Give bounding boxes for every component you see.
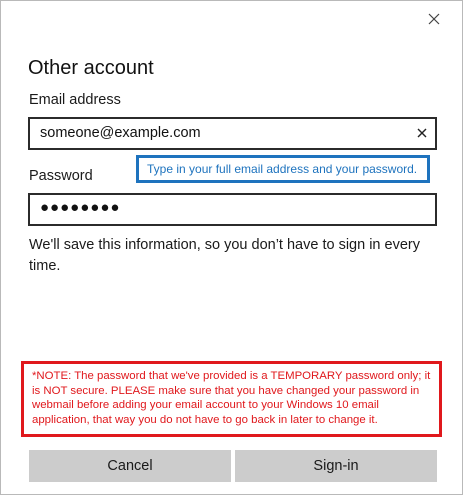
- sign-in-button[interactable]: Sign-in: [235, 450, 437, 482]
- close-icon: [428, 13, 440, 25]
- help-tooltip: Type in your full email address and your password.: [136, 155, 430, 183]
- email-label: Email address: [29, 92, 121, 108]
- clear-icon: [417, 128, 427, 138]
- close-button[interactable]: [424, 9, 444, 29]
- save-info-text: We'll save this information, so you don’t have to sign in every time.: [29, 237, 420, 274]
- email-value: someone@example.com: [40, 125, 201, 141]
- dialog-title: Other account: [28, 57, 154, 79]
- cancel-button[interactable]: Cancel: [29, 450, 231, 482]
- password-label: Password: [29, 168, 93, 184]
- email-field[interactable]: [28, 117, 437, 150]
- password-value: ●●●●●●●●: [40, 199, 121, 216]
- clear-email-button[interactable]: [415, 126, 429, 140]
- temporary-password-note: *NOTE: The password that we've provided is a TEMPORARY password only; it is NOT secure. PLEASE make sure that you have changed your password in webmail before adding your email account to your Windows 10 email application, that way you do not have to go back in later to change it.: [21, 361, 442, 437]
- password-field[interactable]: [28, 193, 437, 226]
